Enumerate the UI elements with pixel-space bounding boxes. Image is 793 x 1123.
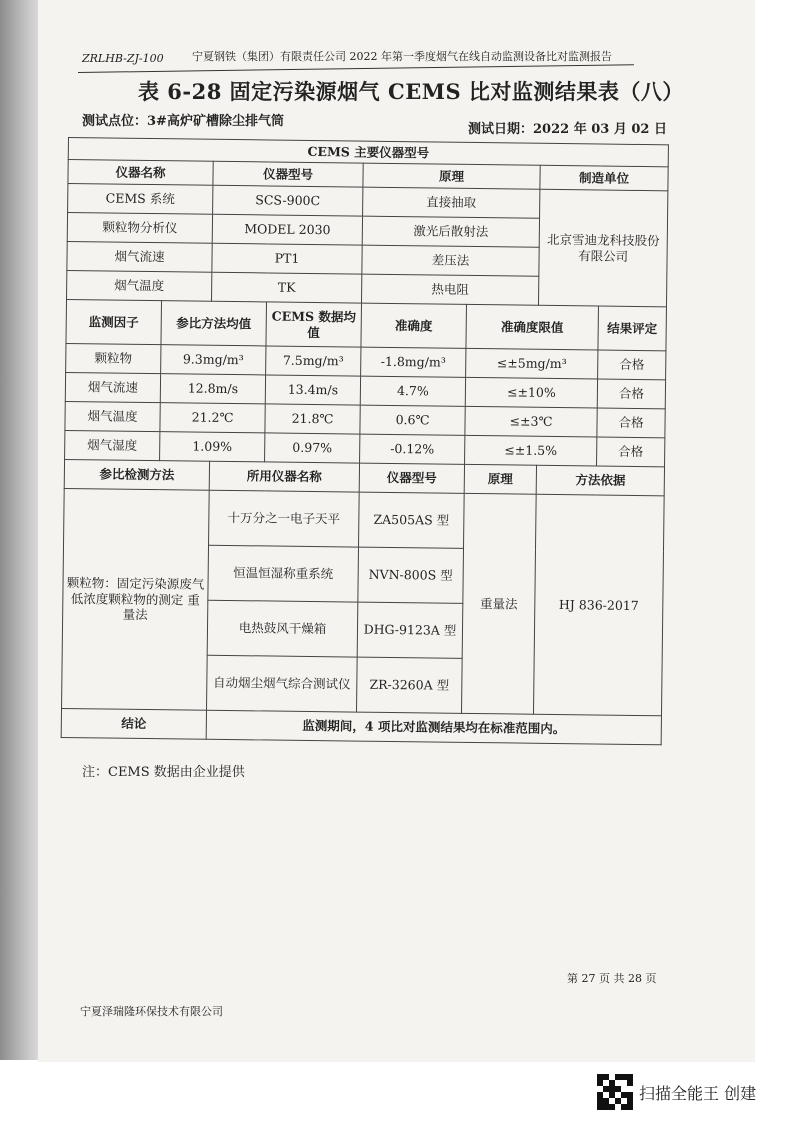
scanner-watermark: [597, 1074, 756, 1110]
result-cems: 7.5mg/m³: [266, 346, 361, 376]
table-title: 表 6-28 固定污染源烟气 CEMS 比对监测结果表（八）: [138, 79, 684, 104]
manufacturer: 北京雪迪龙科技股份有限公司: [538, 189, 667, 307]
section-instruments: CEMS 主要仪器型号: [68, 138, 668, 167]
col-accuracy: 准确度: [361, 303, 467, 348]
conclusion-text: 监测期间，4 项比对监测结果均在标准范围内。: [206, 710, 661, 745]
result-factor: 烟气湿度: [65, 430, 160, 460]
result-cems: 21.8℃: [265, 404, 360, 434]
ref-instrument-name: 电热鼓风干燥箱: [207, 600, 358, 657]
ref-instrument-name: 十万分之一电子天平: [209, 490, 360, 547]
col-reference-mean: 参比方法均值: [161, 301, 267, 346]
instrument-principle: 激光后散射法: [362, 216, 539, 247]
test-site: 测试点位：3#高炉矿槽除尘排气筒: [82, 114, 284, 129]
col-instrument-name: 仪器名称: [68, 160, 213, 186]
instrument-principle: 差压法: [362, 245, 539, 276]
result-limit: ≤±5mg/m³: [466, 348, 598, 379]
result-reference: 21.2℃: [160, 403, 265, 433]
result-factor: 烟气流速: [65, 372, 160, 402]
reference-method: 颗粒物：固定污染源废气 低浓度颗粒物的测定 重量法: [62, 488, 210, 710]
instrument-model: MODEL 2030: [212, 214, 362, 245]
col-reference-method: 参比检测方法: [64, 459, 209, 490]
instrument-model: SCS-900C: [213, 185, 363, 216]
col-factor: 监测因子: [66, 299, 162, 344]
instrument-model: TK: [212, 272, 362, 303]
result-accuracy: 4.7%: [360, 376, 465, 406]
result-reference: 9.3mg/m³: [161, 345, 266, 375]
result-factor: 颗粒物: [66, 343, 161, 373]
result-cems: 0.97%: [265, 433, 360, 463]
instrument-name: 烟气流速: [67, 241, 212, 272]
ref-instrument-model: ZA505AS 型: [359, 492, 465, 548]
report-code: ZRLHB-ZJ-100: [82, 52, 164, 65]
result-cems: 13.4m/s: [265, 375, 360, 405]
result-evaluation: 合格: [598, 350, 666, 380]
instrument-name: 烟气温度: [67, 270, 212, 301]
result-accuracy: -0.12%: [360, 434, 465, 464]
conclusion-label: 结论: [61, 708, 206, 739]
test-date: 测试日期：2022 年 03 月 02 日: [468, 122, 667, 137]
result-evaluation: 合格: [597, 437, 665, 467]
footer-company: 宁夏泽瑞隆环保技术有限公司: [80, 1005, 223, 1018]
footnote: 注：CEMS 数据由企业提供: [82, 765, 245, 780]
col-ref-instrument-model: 仪器型号: [359, 463, 464, 493]
result-evaluation: 合格: [597, 379, 665, 409]
col-manufacturer: 制造单位: [540, 165, 668, 191]
instrument-name: 颗粒物分析仪: [67, 213, 212, 244]
ref-instrument-model: DHG-9123A 型: [357, 602, 463, 658]
page-number: 第 27 页 共 28 页: [567, 972, 657, 985]
instrument-principle: 热电阻: [361, 274, 538, 305]
method-basis: HJ 836-2017: [533, 494, 664, 716]
result-accuracy: -1.8mg/m³: [361, 347, 466, 377]
ref-instrument-name: 恒温恒湿称重系统: [208, 545, 359, 602]
result-limit: ≤±1.5%: [465, 435, 597, 466]
cems-comparison-table: [61, 137, 669, 745]
ref-principle: 重量法: [461, 493, 536, 714]
col-method-basis: 方法依据: [536, 465, 664, 496]
result-factor: 烟气温度: [65, 401, 160, 431]
result-limit: ≤±3℃: [465, 406, 597, 437]
col-instrument-model: 仪器型号: [213, 161, 363, 187]
result-accuracy: 0.6℃: [360, 405, 465, 435]
ref-instrument-model: NVN-800S 型: [358, 547, 464, 603]
col-cems-mean: CEMS 数据均值: [266, 302, 362, 347]
instrument-principle: 直接抽取: [363, 187, 540, 218]
col-ref-instrument-name: 所用仪器名称: [209, 461, 359, 492]
col-principle: 原理: [363, 163, 540, 189]
result-limit: ≤±10%: [465, 377, 597, 408]
ref-instrument-name: 自动烟尘烟气综合测试仪: [207, 655, 358, 712]
result-reference: 12.8m/s: [160, 374, 265, 404]
instrument-name: CEMS 系统: [68, 184, 213, 215]
ref-instrument-model: ZR-3260A 型: [356, 657, 462, 713]
col-evaluation: 结果评定: [598, 306, 667, 351]
instrument-model: PT1: [212, 243, 362, 274]
col-accuracy-limit: 准确度限值: [466, 304, 599, 350]
report-header-title: 宁夏钢铁（集团）有限责任公司 2022 年第一季度烟气在线自动监测设备比对监测报告: [192, 50, 612, 63]
result-evaluation: 合格: [597, 408, 665, 438]
scan-edge: [0, 0, 38, 1060]
scanner-label: 扫描全能王 创建: [639, 1083, 757, 1103]
col-ref-principle: 原理: [464, 464, 536, 494]
qr-code-icon: [597, 1074, 633, 1110]
result-reference: 1.09%: [160, 432, 265, 462]
